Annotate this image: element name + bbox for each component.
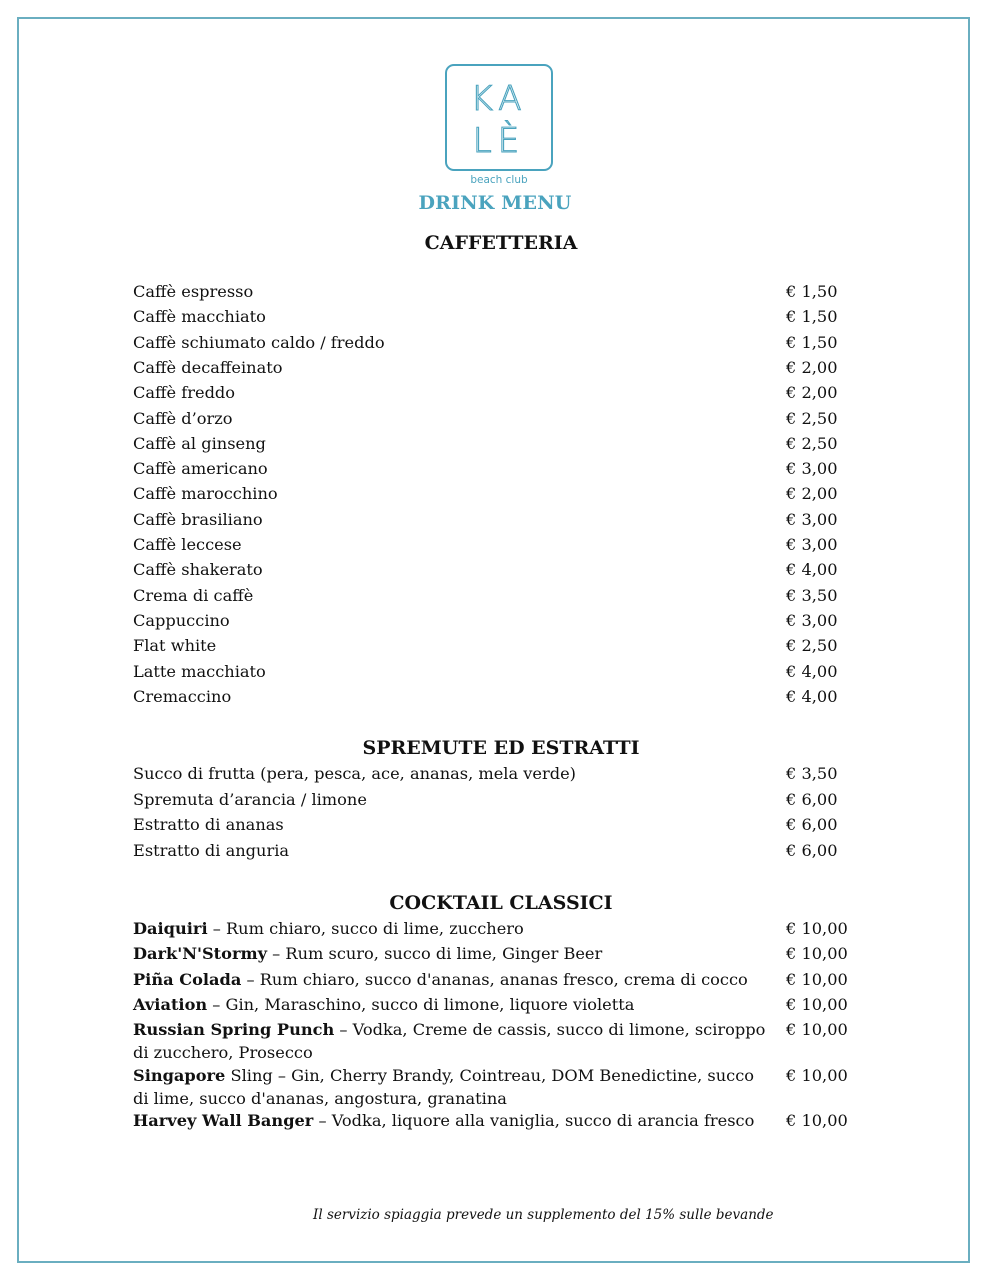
menu-item-name: [133, 1064, 768, 1110]
menu-item-name: [133, 942, 768, 965]
menu-item-price: € 6,00: [786, 789, 838, 809]
menu-item-price: € 2,50: [786, 408, 838, 428]
menu-item-price: € 3,00: [786, 610, 838, 630]
cocktail-description: – Vodka, liquore alla vaniglia, succo di arancia fresco: [313, 1111, 755, 1130]
menu-item-name: Caffè decaffeinato: [133, 357, 283, 377]
menu-item-name: Caffè d’orzo: [133, 408, 233, 428]
menu-item-name: [133, 993, 768, 1016]
cocktail-name: Dark'N'Stormy: [133, 944, 268, 963]
section-title-caffetteria: CAFFETTERIA: [424, 232, 578, 254]
cocktail-name: Harvey Wall Banger: [133, 1111, 314, 1130]
menu-item-price: € 3,00: [786, 509, 838, 529]
menu-item-name: Estratto di ananas: [133, 815, 284, 834]
menu-item-name: Estratto di anguria: [133, 840, 290, 860]
menu-item-name: Crema di caffè: [133, 585, 254, 605]
menu-title: DRINK MENU: [418, 192, 572, 214]
menu-item-name: Flat white: [133, 636, 217, 656]
menu-item-name: [133, 917, 768, 940]
menu-item-price: € 10,00: [786, 1066, 848, 1085]
menu-item-price: € 10,00: [786, 919, 848, 938]
menu-item-price: € 1,50: [786, 307, 838, 327]
menu-item-price: € 1,50: [786, 332, 838, 352]
menu-item-price: € 2,50: [786, 433, 838, 453]
menu-item-name: Succo di frutta (pera, pesca, ace, ananas, mela verde): [133, 764, 576, 783]
menu-item-name: Cremaccino: [133, 686, 232, 706]
kale-beach-club-logo: [445, 64, 553, 186]
menu-item-price: € 10,00: [786, 970, 848, 989]
cocktail-name: Piña Colada: [133, 970, 242, 989]
cocktail-description: – Rum chiaro, succo d'ananas, ananas fresco, crema di cocco: [241, 970, 748, 989]
menu-item-name: Cappuccino: [133, 610, 230, 630]
cocktail-description: – Gin, Maraschino, succo di limone, liquore violetta: [207, 995, 635, 1014]
cocktail-name: Daiquiri: [133, 919, 208, 938]
menu-item-name: Caffè freddo: [133, 383, 236, 403]
menu-item-price: € 4,00: [786, 686, 838, 706]
section-title-cocktail: COCKTAIL CLASSICI: [389, 892, 613, 914]
menu-item-name: Latte macchiato: [133, 661, 266, 681]
logo-line1: KA: [470, 79, 528, 119]
menu-item-price: € 2,00: [786, 383, 838, 403]
menu-item-price: € 3,00: [786, 459, 838, 479]
menu-item-name: Caffè marocchino: [133, 484, 278, 504]
menu-item-name: [133, 1109, 768, 1132]
menu-item-name: Caffè leccese: [133, 535, 242, 554]
menu-item-price: € 3,50: [786, 585, 838, 605]
menu-item-name: [133, 1018, 768, 1064]
menu-item-name: Caffè schiumato caldo / freddo: [133, 332, 385, 352]
cocktail-description: Sling – Gin, Cherry Brandy, Cointreau, DOM Benedictine, succo di lime, succo d'ananas, angostura, granatina: [133, 1066, 755, 1108]
menu-item-price: € 6,00: [786, 840, 838, 860]
menu-item-price: € 1,50: [786, 282, 838, 301]
menu-item-name: Caffè americano: [133, 459, 268, 479]
menu-item-name: Caffè macchiato: [133, 307, 266, 327]
menu-item-name: Caffè brasiliano: [133, 509, 263, 529]
menu-item-price: € 10,00: [786, 1020, 848, 1039]
cocktail-name: Russian Spring Punch: [133, 1020, 335, 1039]
menu-item-price: € 2,00: [786, 357, 838, 377]
logo-line2: LÈ: [472, 121, 526, 161]
section-title-spremute: SPREMUTE ED ESTRATTI: [362, 737, 640, 759]
menu-item-price: € 4,00: [786, 560, 838, 580]
menu-item-price: € 3,50: [786, 764, 838, 783]
menu-item-price: € 2,50: [786, 636, 838, 656]
cocktail-description: – Rum scuro, succo di lime, Ginger Beer: [267, 944, 603, 963]
menu-item-price: € 4,00: [786, 661, 838, 681]
cocktail-description: – Vodka, Creme de cassis, succo di limone, sciroppo di zucchero, Prosecco: [133, 1020, 766, 1062]
logo-subtitle: beach club: [470, 174, 528, 186]
menu-item-price: € 10,00: [786, 1111, 848, 1130]
menu-item-name: Caffè shakerato: [133, 560, 263, 580]
menu-item-price: € 10,00: [786, 995, 848, 1014]
menu-item-price: € 2,00: [786, 484, 838, 504]
footer-note: Il servizio spiaggia prevede un supplemento del 15% sulle bevande: [313, 1207, 774, 1223]
menu-item-price: € 3,00: [786, 535, 838, 554]
menu-item-name: Spremuta d’arancia / limone: [133, 789, 367, 809]
menu-item-price: € 6,00: [786, 815, 838, 834]
menu-item-name: Caffè espresso: [133, 282, 254, 301]
cocktail-name: Aviation: [133, 995, 208, 1014]
cocktail-description: – Rum chiaro, succo di lime, zucchero: [207, 919, 524, 938]
menu-item-price: € 10,00: [786, 944, 848, 963]
menu-item-name: [133, 968, 768, 991]
menu-item-name: Caffè al ginseng: [133, 433, 266, 453]
cocktail-name: Singapore: [133, 1066, 226, 1085]
